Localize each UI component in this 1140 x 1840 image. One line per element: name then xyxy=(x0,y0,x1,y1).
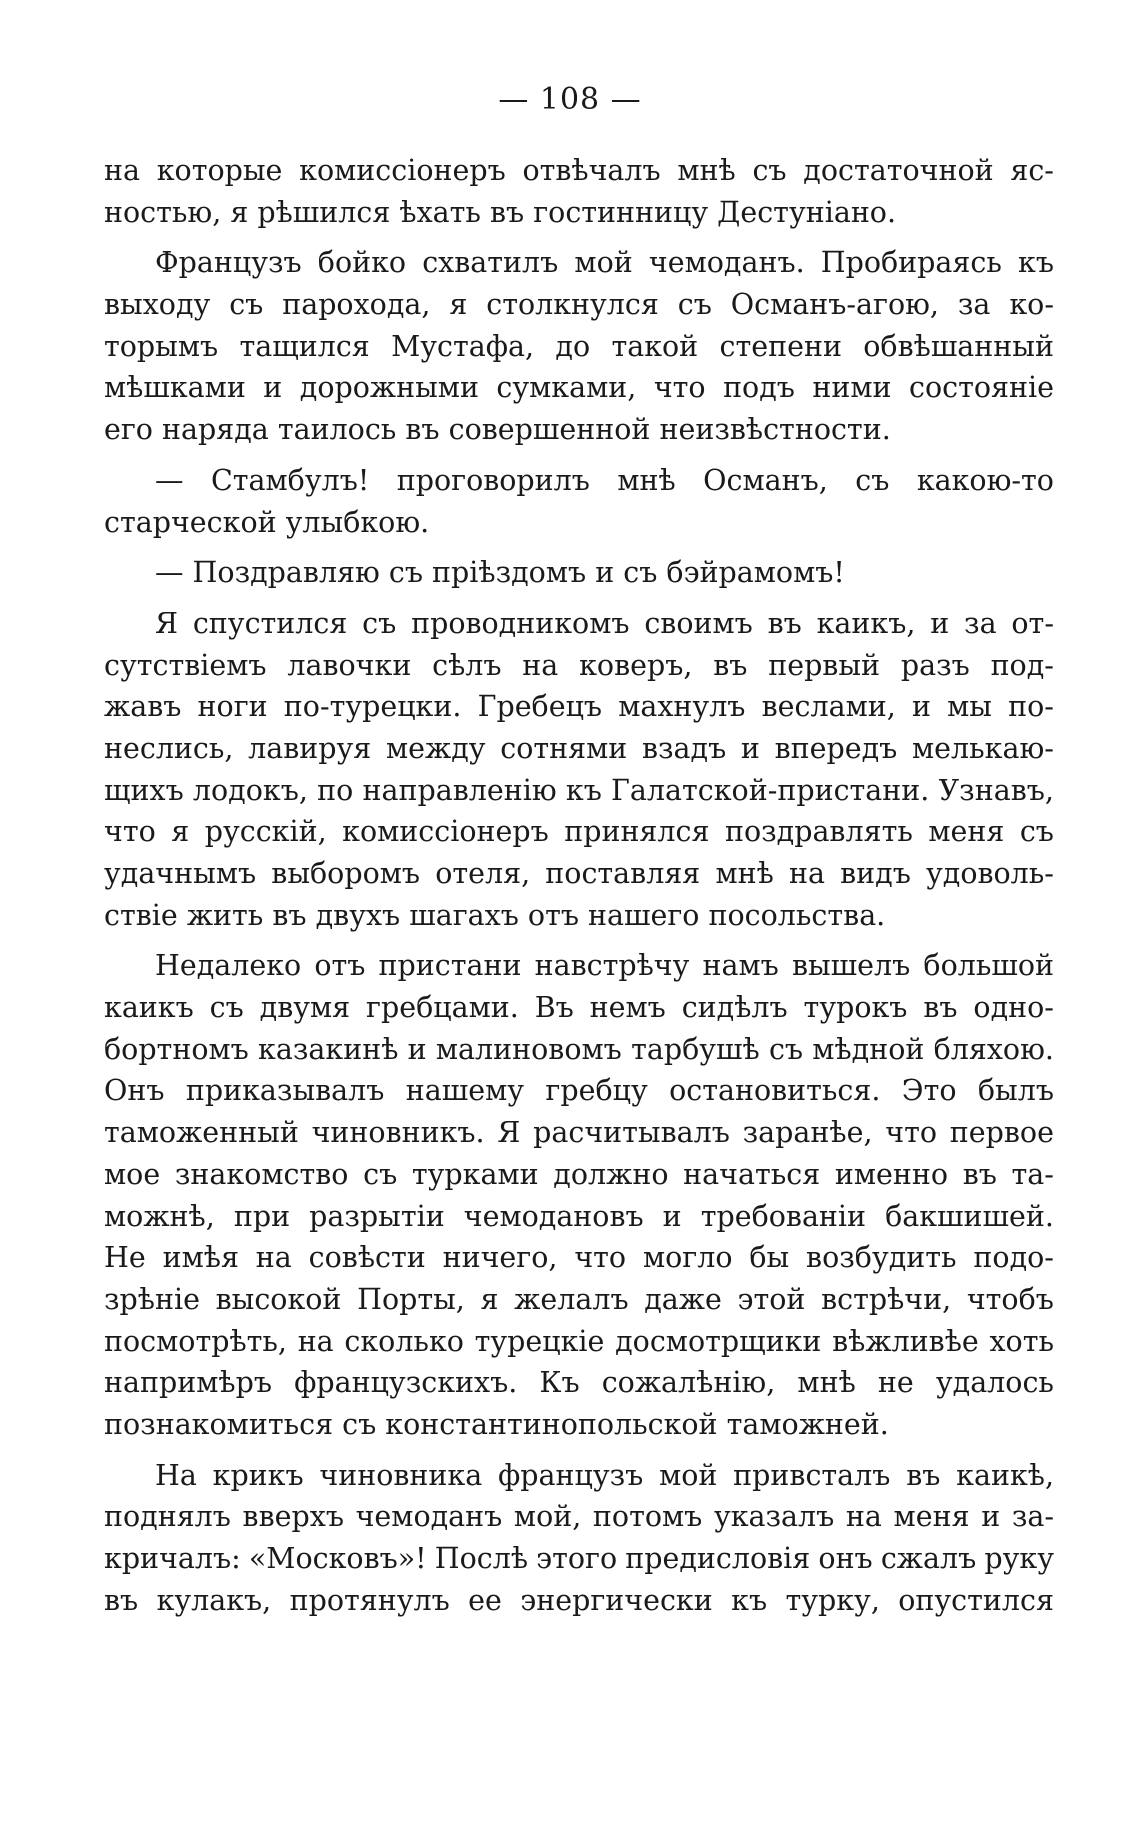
text-line: Недалеко отъ пристани навстрѣчу намъ вышелъ большой xyxy=(155,949,1054,983)
text-line: бортномъ казакинѣ и малиновомъ тарбушѣ съ мѣдной бляхою. xyxy=(104,1032,1054,1066)
paragraph xyxy=(104,945,1054,1445)
page-number: — 108 — xyxy=(498,82,642,117)
body-text xyxy=(104,150,1054,1630)
text-line: таможенный чиновникъ. Я расчитывалъ заранѣе, что первое xyxy=(104,1116,1054,1150)
paragraph xyxy=(104,242,1054,450)
paragraph xyxy=(104,460,1054,543)
text-line: Онъ приказывалъ нашему гребцу остановиться. Это былъ xyxy=(104,1074,1054,1108)
paragraph xyxy=(104,603,1054,937)
text-line: сутствіемъ лавочки сѣлъ на коверъ, въ первый разъ под- xyxy=(104,648,1054,682)
text-line: жавъ ноги по-турецки. Гребецъ махнулъ веслами, и мы по- xyxy=(104,690,1054,724)
text-line: его наряда таилось въ совершенной неизвѣстности. xyxy=(104,413,891,447)
text-line: въ кулакъ, протянулъ ее энергически къ турку, опустился xyxy=(104,1583,1054,1617)
paragraph xyxy=(104,1455,1054,1622)
paragraph xyxy=(104,150,1054,233)
text-line: можнѣ, при разрытіи чемодановъ и требованіи бакшишей. xyxy=(104,1199,1054,1233)
text-line: Французъ бойко схватилъ мой чемоданъ. Пробираясь къ xyxy=(155,246,1054,280)
text-line: познакомиться съ константинопольской таможней. xyxy=(104,1407,889,1441)
text-line: мѣшками и дорожными сумками, что подъ ними состояніе xyxy=(104,371,1054,405)
text-line: поднялъ вверхъ чемоданъ мой, потомъ указалъ на меня и за- xyxy=(104,1500,1054,1534)
text-line: — Поздравляю съ пріѣздомъ и съ бэйрамомъ! xyxy=(155,556,845,590)
text-line: на которые комиссіонеръ отвѣчалъ мнѣ съ достаточной яс- xyxy=(104,154,1054,187)
text-line: Не имѣя на совѣсти ничего, что могло бы возбудить подо- xyxy=(104,1241,1054,1275)
text-line: удачнымъ выборомъ отеля, поставляя мнѣ на видъ удоволь- xyxy=(104,857,1054,890)
text-line: ствіе жить въ двухъ шагахъ отъ нашего посольства. xyxy=(104,898,886,932)
text-line: посмотрѣть, на сколько турецкіе досмотрщики вѣжливѣе хоть xyxy=(104,1324,1054,1358)
text-line: На крикъ чиновника французъ мой привсталъ въ каикѣ, xyxy=(155,1458,1054,1492)
text-line: Я спустился съ проводникомъ своимъ въ каикъ, и за от- xyxy=(155,606,1054,640)
text-line: выходу съ парохода, я столкнулся съ Османъ-агою, за ко- xyxy=(104,288,1054,322)
text-line: зрѣніе высокой Порты, я желалъ даже этой встрѣчи, чтобъ xyxy=(104,1282,1054,1316)
text-line: каикъ съ двумя гребцами. Въ немъ сидѣлъ турокъ въ одно- xyxy=(104,991,1054,1025)
text-line: кричалъ: «Московъ»! Послѣ этого предисловія онъ сжалъ руку xyxy=(104,1542,1054,1575)
text-line: торымъ тащился Мустафа, до такой степени обвѣшанный xyxy=(104,329,1054,363)
text-line: мое знакомство съ турками должно начаться именно въ та- xyxy=(104,1157,1054,1191)
text-line: напримѣръ французскихъ. Къ сожалѣнію, мнѣ не удалось xyxy=(104,1366,1054,1400)
paragraph xyxy=(104,552,1054,594)
text-line: старческой улыбкою. xyxy=(104,505,430,539)
text-line: неслись, лавируя между сотнями взадъ и впередъ мелькаю- xyxy=(104,731,1054,765)
text-line: что я русскій, комиссіонеръ принялся поздравлять меня съ xyxy=(104,815,1054,849)
text-line: щихъ лодокъ, по направленію къ Галатской-пристани. Узнавъ, xyxy=(104,773,1054,807)
text-line: ностью, я рѣшился ѣхать въ гостинницу Дестуніано. xyxy=(104,195,897,229)
text-line: — Стамбулъ! проговорилъ мнѣ Османъ, съ какою-то xyxy=(155,463,1054,497)
